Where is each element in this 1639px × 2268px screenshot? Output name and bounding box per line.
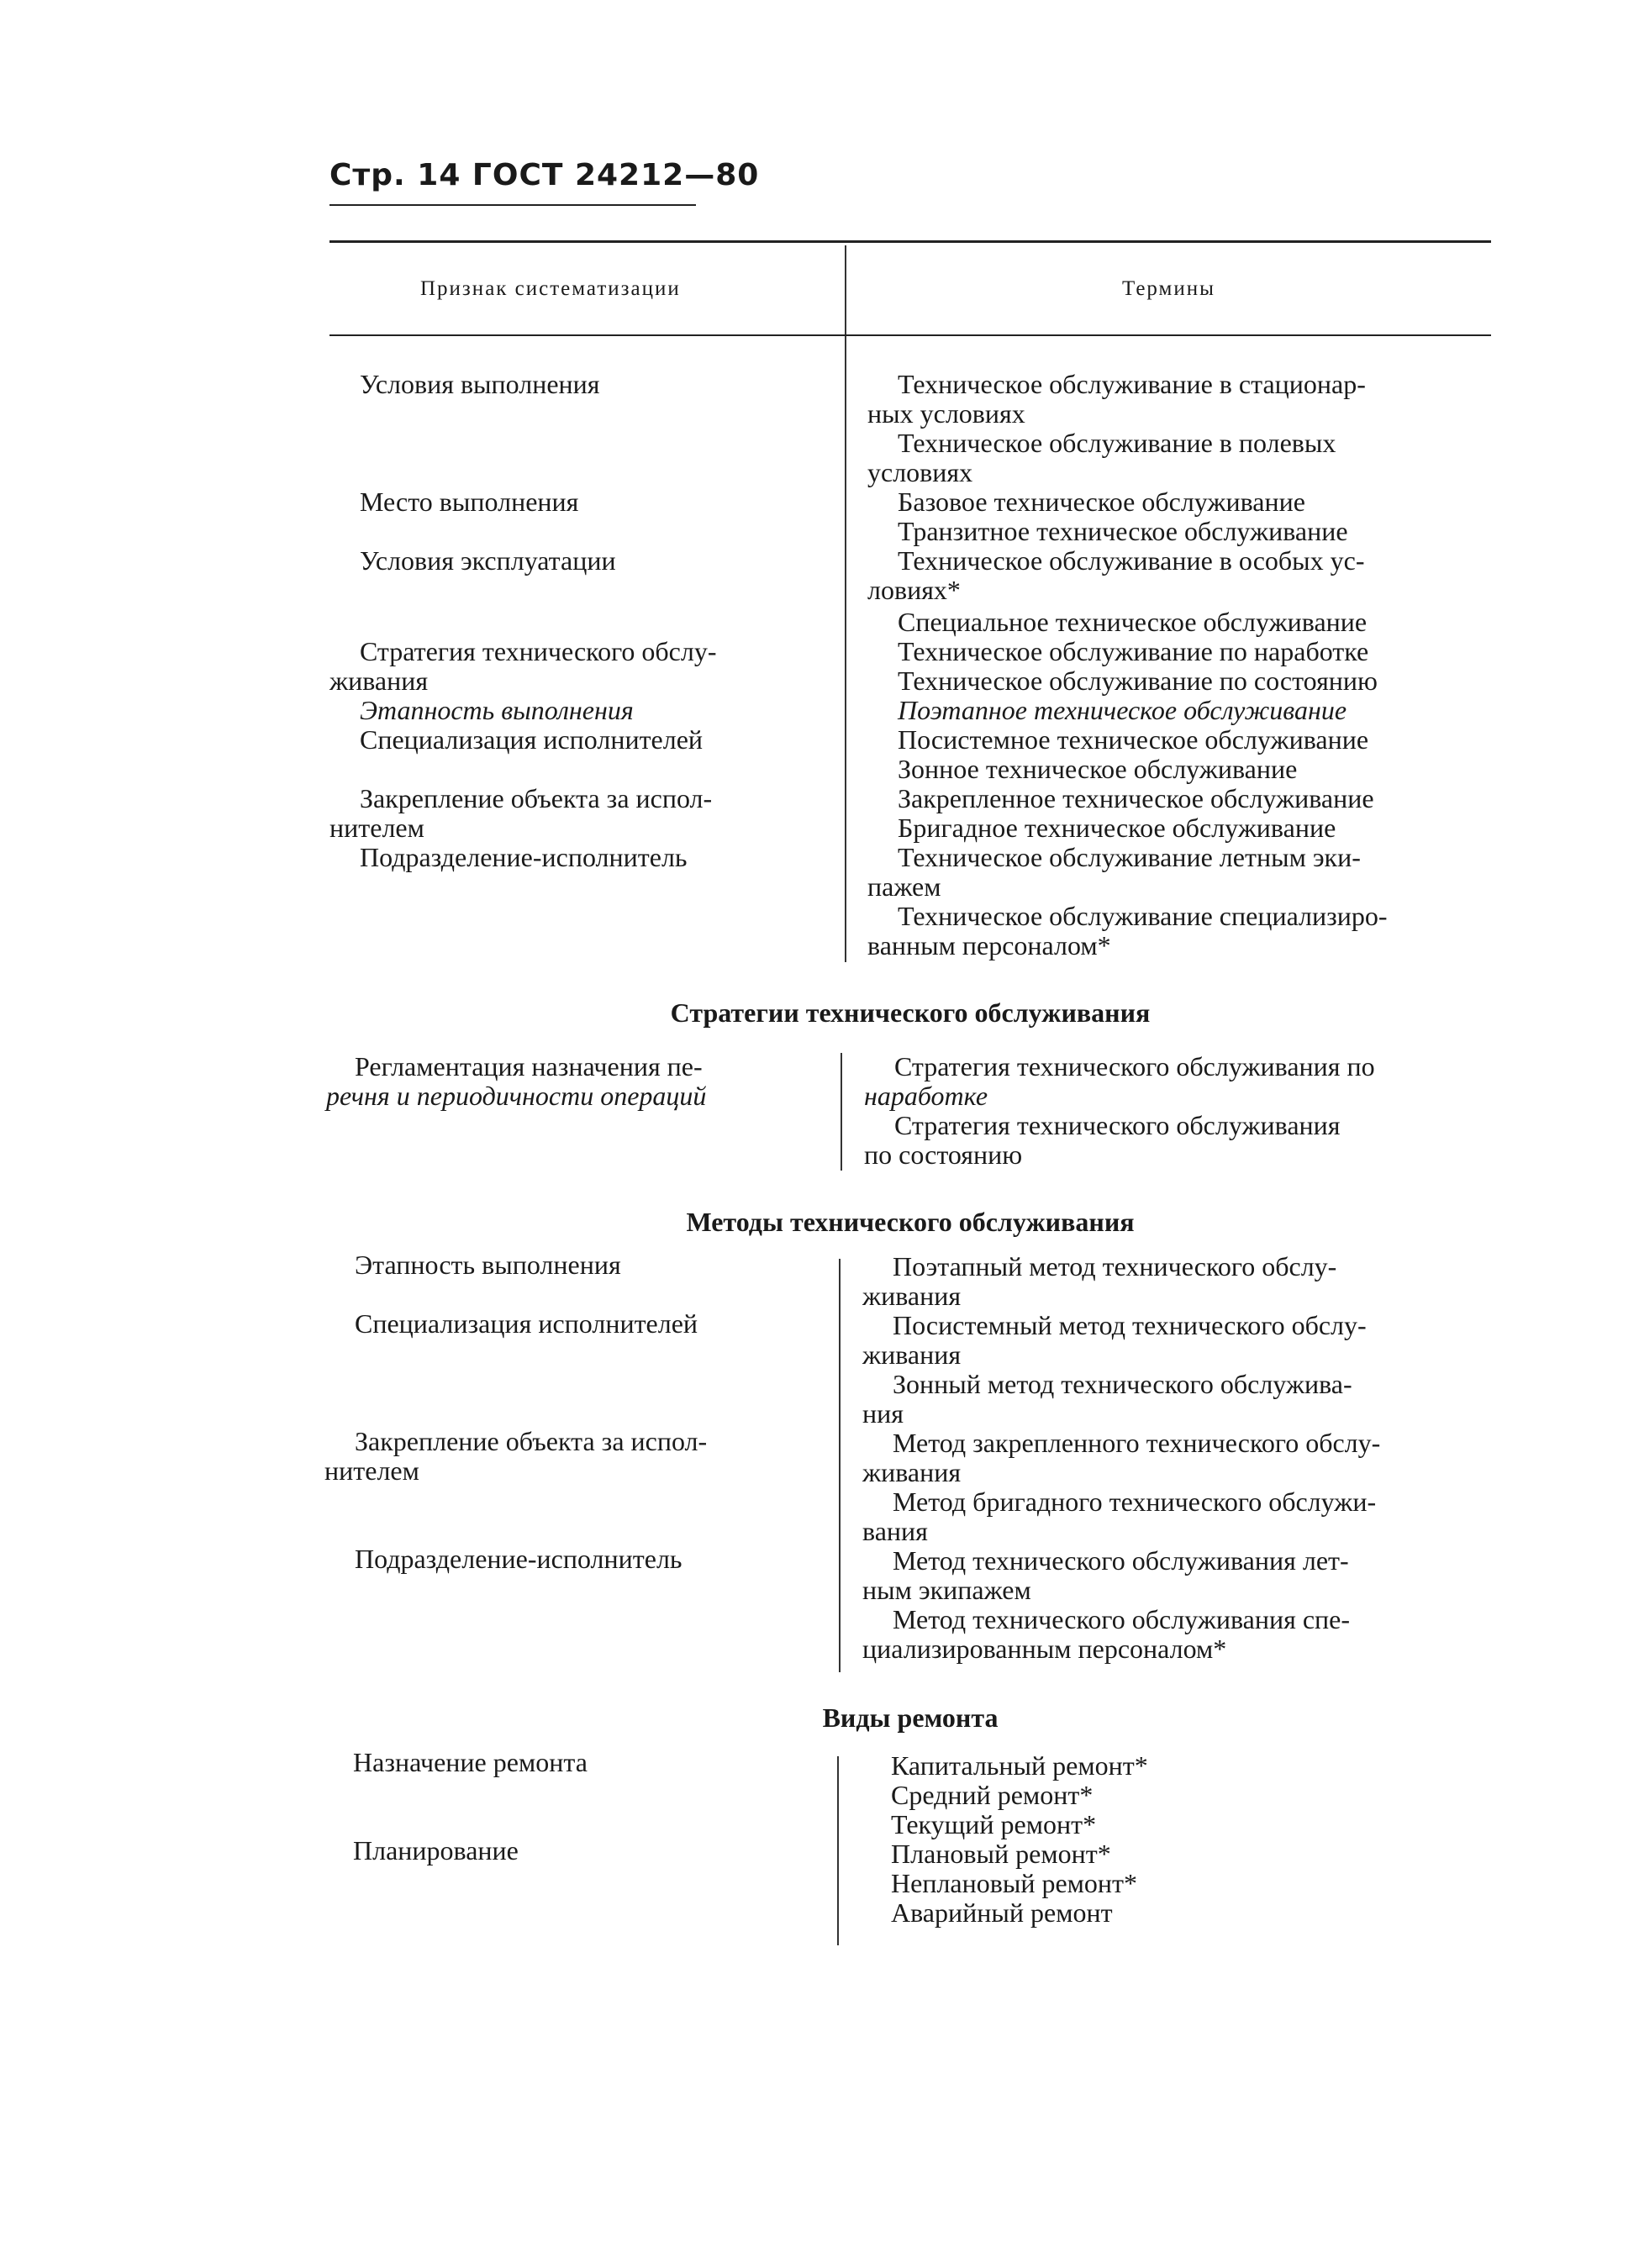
b3-left-1: Специализация исполнителей xyxy=(355,1308,698,1339)
b3-right-0: Поэтапный метод технического обслу- xyxy=(893,1251,1337,1281)
b1-right-9: Техническое обслуживание по наработке xyxy=(898,636,1369,666)
b2-right-1: наработке xyxy=(864,1081,988,1111)
b1-right-5: Транзитное техническое обслуживание xyxy=(898,516,1348,546)
b4-left-0: Назначение ремонта xyxy=(353,1747,588,1777)
b1-left-3: Стратегия технического обслу- xyxy=(360,636,717,666)
b2-right-2: Стратегия технического обслуживания xyxy=(894,1110,1341,1140)
b1-left-7: Закрепление объекта за испол- xyxy=(360,783,713,813)
b1-left-4: живания xyxy=(329,666,429,696)
b3-right-9: вания xyxy=(862,1516,928,1546)
b4-left-1: Планирование xyxy=(353,1835,519,1865)
b4-right-3: Плановый ремонт* xyxy=(891,1839,1111,1869)
b1-left-2: Условия эксплуатации xyxy=(360,545,616,576)
b2-right-0: Стратегия технического обслуживания по xyxy=(894,1051,1375,1081)
b1-right-1: ных условиях xyxy=(867,398,1025,429)
b3-right-13: циализированным персоналом* xyxy=(862,1634,1227,1664)
b1-left-6: Специализация исполнителей xyxy=(360,724,704,755)
b3-right-3: живания xyxy=(862,1339,962,1370)
b1-right-16: Техническое обслуживание летным эки- xyxy=(898,842,1361,872)
b3-right-1: живания xyxy=(862,1281,962,1311)
b2-left-1: речня и периодичности операций xyxy=(326,1081,707,1111)
b4-right-5: Аварийный ремонт xyxy=(891,1897,1113,1928)
b3-right-12: Метод технического обслуживания спе- xyxy=(893,1604,1351,1634)
b1-right-17: пажем xyxy=(867,871,941,902)
b1-left-0: Условия выполнения xyxy=(360,369,600,399)
b4-right-1: Средний ремонт* xyxy=(891,1780,1094,1810)
table-top-rule xyxy=(329,240,1491,243)
b1-right-10: Техническое обслуживание по состоянию xyxy=(898,666,1378,696)
b1-right-19: ванным персоналом* xyxy=(867,930,1111,960)
b3-left-2: Закрепление объекта за испол- xyxy=(355,1426,708,1456)
page-header: Стр. 14 ГОСТ 24212—80 xyxy=(329,158,760,192)
section-title-repair-types: Виды ремонта xyxy=(822,1702,999,1733)
b1-right-14: Закрепленное техническое обслуживание xyxy=(898,783,1374,813)
b1-left-8: нителем xyxy=(329,813,424,843)
b1-right-4: Базовое техническое обслуживание xyxy=(898,487,1305,517)
b1-right-0: Техническое обслуживание в стационар- xyxy=(898,369,1366,399)
column-header-criterion: Признак систематизации xyxy=(420,277,681,300)
column-header-terms: Термины xyxy=(1122,277,1215,300)
b1-right-3: условиях xyxy=(867,457,973,487)
b2-right-3: по состоянию xyxy=(864,1139,1023,1170)
b3-right-11: ным экипажем xyxy=(862,1575,1031,1605)
b3-right-4: Зонный метод технического обслужива- xyxy=(893,1369,1352,1399)
b3-right-10: Метод технического обслуживания лет- xyxy=(893,1545,1349,1576)
b3-right-6: Метод закрепленного технического обслу- xyxy=(893,1428,1381,1458)
b1-right-11: Поэтапное техническое обслуживание xyxy=(898,695,1347,725)
b1-right-18: Техническое обслуживание специализиро- xyxy=(898,901,1388,931)
b3-right-2: Посистемный метод технического обслу- xyxy=(893,1310,1367,1340)
b1-right-2: Техническое обслуживание в полевых xyxy=(898,428,1336,458)
b1-left-1: Место выполнения xyxy=(360,487,579,517)
b1-right-7: ловиях* xyxy=(867,575,961,605)
header-column-divider xyxy=(845,245,846,334)
b1-right-6: Техническое обслуживание в особых ус- xyxy=(898,545,1365,576)
b4-right-0: Капитальный ремонт* xyxy=(891,1750,1148,1781)
b1-right-8: Специальное техническое обслуживание xyxy=(898,607,1368,637)
b1-right-12: Посистемное техническое обслуживание xyxy=(898,724,1369,755)
b3-left-3: нителем xyxy=(324,1455,419,1486)
b3-right-8: Метод бригадного технического обслужи- xyxy=(893,1487,1377,1517)
b1-left-5: Этапность выполнения xyxy=(360,695,634,725)
section-title-strategies: Стратегии технического обслуживания xyxy=(670,997,1151,1028)
table-header-rule xyxy=(329,334,1491,336)
b4-right-4: Неплановый ремонт* xyxy=(891,1868,1138,1898)
b1-right-13: Зонное техническое обслуживание xyxy=(898,754,1298,784)
b1-left-9: Подразделение-исполнитель xyxy=(360,842,688,872)
b3-right-5: ния xyxy=(862,1398,904,1429)
b3-right-7: живания xyxy=(862,1457,962,1487)
b2-left-0: Регламентация назначения пе- xyxy=(355,1051,703,1081)
b3-left-0: Этапность выполнения xyxy=(355,1250,621,1280)
header-underline xyxy=(329,204,696,206)
b4-right-2: Текущий ремонт* xyxy=(891,1809,1097,1839)
section-title-methods: Методы технического обслуживания xyxy=(686,1207,1135,1237)
b3-left-4: Подразделение-исполнитель xyxy=(355,1544,682,1574)
b1-right-15: Бригадное техническое обслуживание xyxy=(898,813,1336,843)
